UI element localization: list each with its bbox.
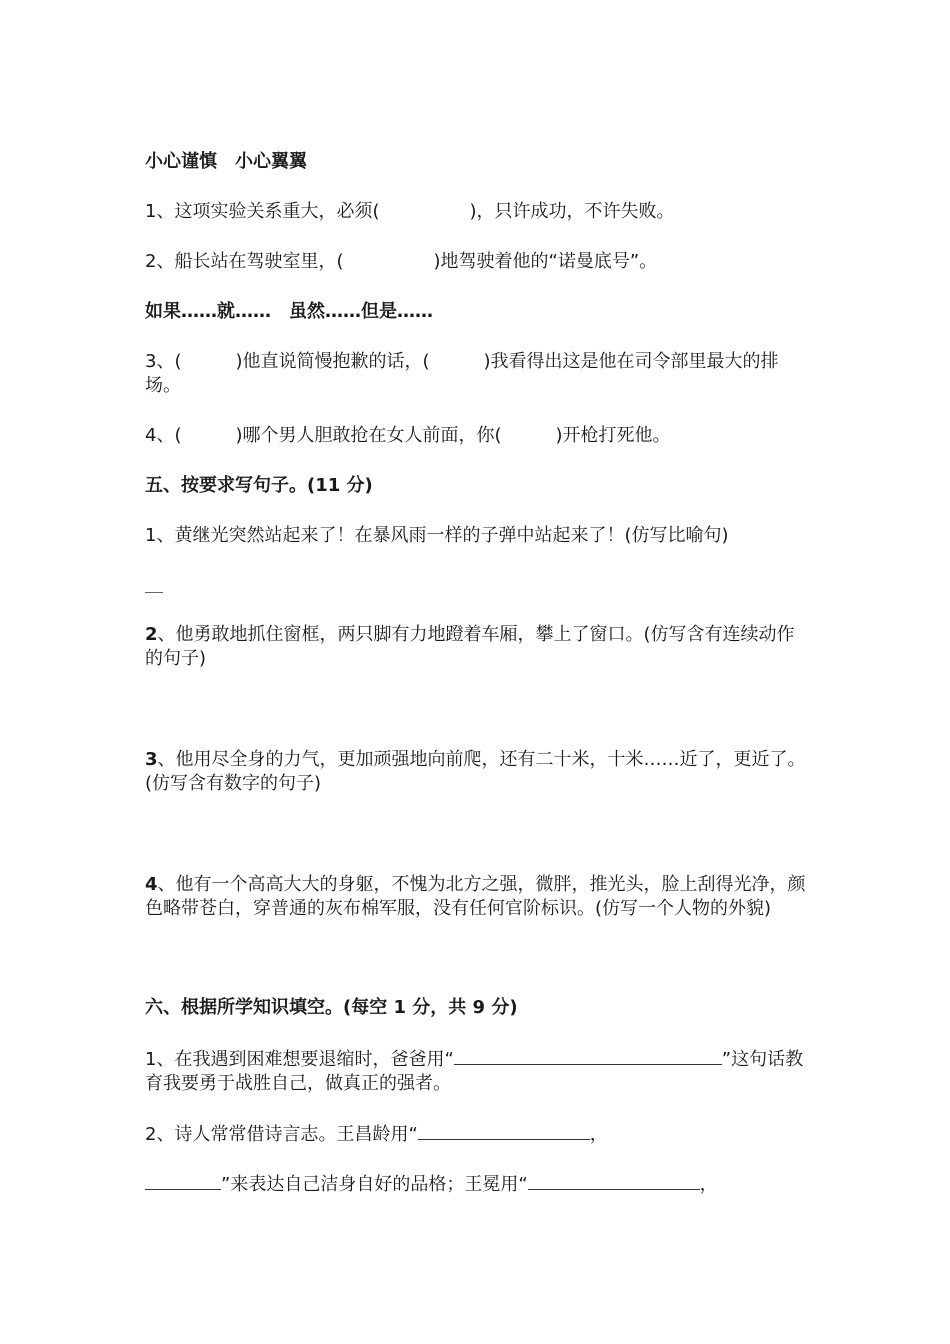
answer-blank[interactable] [454,1046,722,1065]
section-six-q1 [145,1046,810,1096]
section-five-q3 [145,748,810,796]
answer-blank[interactable] [528,1171,700,1190]
q1-suffix: ”这句话教育我要勇于战胜自己，做真正的强者。 [145,1049,804,1094]
q3-number: 3 [145,749,158,770]
question-words-2: 2、船长站在驾驶室里，( )地驾驶着他的“诺曼底号”。 [145,251,658,272]
q1-prefix: 1、在我遇到困难想要退缩时，爸爸用“ [145,1049,454,1070]
answer-blank[interactable] [145,1171,221,1190]
conjunction-heading: 如果……就…… 虽然……但是…… [145,301,433,322]
q2-number: 2 [145,624,158,645]
section-six-q2-line2 [145,1171,810,1197]
section-six-q2-line1 [145,1121,810,1147]
q3-text: 、他用尽全身的力气，更加顽强地向前爬，还有二十米，十米……近了，更近了。(仿写含有数字的句子) [145,749,806,794]
answer-blank[interactable] [418,1121,590,1140]
section-five-q1: 1、黄继光突然站起来了！在暴风雨一样的子弹中站起来了！(仿写比喻句) [145,525,729,546]
section-five-heading: 五、按要求写句子。(11 分) [145,475,373,496]
q2-text: 、他勇敢地抓住窗框，两只脚有力地蹬着车厢，攀上了窗口。(仿写含有连续动作的句子) [145,624,795,669]
question-conj-4: 4、( )哪个男人胆敢抢在女人前面，你( )开枪打死他。 [145,425,671,446]
section-six-heading: 六、根据所学知识填空。(每空 1 分，共 9 分) [145,997,518,1018]
q2-end-comma: ， [699,1174,718,1195]
q4-text: 、他有一个高高大大的身躯，不愧为北方之强，微胖，推光头，脸上刮得光净，颜色略带苍白，穿普通的灰布棉军服，没有任何官阶标识。(仿写一个人物的外貌) [145,874,806,919]
section-five-q2 [145,623,810,671]
q2-comma: ， [589,1124,608,1145]
question-conj-3: 3、( )他直说简慢抱歉的话，( )我看得出这是他在司令部里最大的排场。 [145,351,779,396]
word-pair-heading: 小心谨慎 小心翼翼 [145,151,307,172]
q4-number: 4 [145,874,158,895]
section-five-q4 [145,873,810,921]
q2-prefix: 2、诗人常常借诗言志。王昌龄用“ [145,1124,418,1145]
answer-dash [145,592,163,593]
question-words-1: 1、这项实验关系重大，必须( )，只许成功，不许失败。 [145,201,675,222]
q2-middle: ”来表达自己洁身自好的品格；王冕用“ [221,1174,528,1195]
